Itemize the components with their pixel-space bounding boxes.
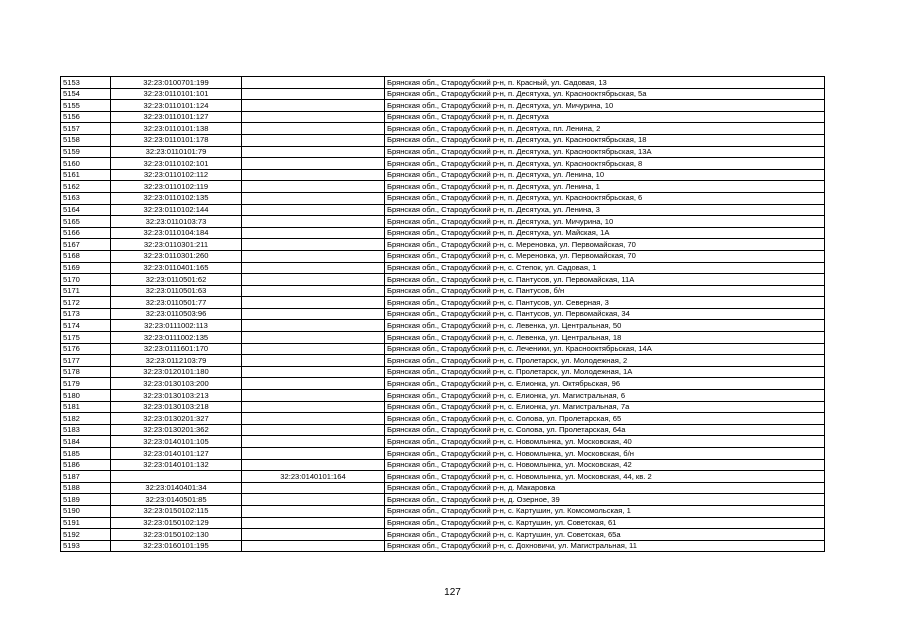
address-cell: Брянская обл., Стародубский р-н, с. Картушин, ул. Советская, 61 [385, 517, 825, 529]
cadastral-number-alt-cell [242, 285, 385, 297]
address-cell: Брянская обл., Стародубский р-н, д. Озерное, 39 [385, 494, 825, 506]
address-cell: Брянская обл., Стародубский р-н, п. Десятуха, ул. Краснооктябрьская, 8 [385, 158, 825, 170]
row-number-cell: 5163 [61, 192, 111, 204]
row-number-cell: 5160 [61, 158, 111, 170]
cadastral-number-alt-cell [242, 436, 385, 448]
table-row [61, 494, 825, 506]
table-row [61, 204, 825, 216]
row-number-cell: 5186 [61, 459, 111, 471]
cadastral-number-cell: 32:23:0110104:184 [111, 227, 242, 239]
address-cell: Брянская обл., Стародубский р-н, п. Десятуха, ул. Майская, 1А [385, 227, 825, 239]
address-cell: Брянская обл., Стародубский р-н, с. Дохновичи, ул. Магистральная, 11 [385, 540, 825, 552]
cadastral-number-alt-cell [242, 100, 385, 112]
cadastral-number-alt-cell [242, 320, 385, 332]
row-number-cell: 5166 [61, 227, 111, 239]
cadastral-number-alt-cell [242, 88, 385, 100]
cadastral-number-alt-cell [242, 77, 385, 89]
row-number-cell: 5184 [61, 436, 111, 448]
row-number-cell: 5153 [61, 77, 111, 89]
cadastral-number-cell: 32:23:0150102:129 [111, 517, 242, 529]
row-number-cell: 5169 [61, 262, 111, 274]
table-row [61, 436, 825, 448]
cadastral-number-cell: 32:23:0110101:101 [111, 88, 242, 100]
cadastral-number-alt-cell [242, 401, 385, 413]
table-row [61, 297, 825, 309]
address-cell: Брянская обл., Стародубский р-н, с. Степок, ул. Садовая, 1 [385, 262, 825, 274]
cadastral-number-alt-cell [242, 111, 385, 123]
cadastral-number-cell: 32:23:0112103:79 [111, 355, 242, 367]
address-cell: Брянская обл., Стародубский р-н, п. Десятуха, ул. Краснооктябрьская, 5а [385, 88, 825, 100]
row-number-cell: 5162 [61, 181, 111, 193]
cadastral-number-cell: 32:23:0111002:113 [111, 320, 242, 332]
cadastral-number-alt-cell [242, 250, 385, 262]
address-cell: Брянская обл., Стародубский р-н, с. Пролетарск, ул. Молодежная, 2 [385, 355, 825, 367]
cadastral-number-alt-cell [242, 158, 385, 170]
cadastral-number-cell: 32:23:0110301:211 [111, 239, 242, 251]
table-row [61, 401, 825, 413]
cadastral-number-cell: 32:23:0110101:79 [111, 146, 242, 158]
address-cell: Брянская обл., Стародубский р-н, с. Леченики, ул. Краснооктябрьская, 14А [385, 343, 825, 355]
table-row [61, 146, 825, 158]
cadastral-number-cell: 32:23:0130103:200 [111, 378, 242, 390]
registry-table-body [61, 77, 825, 552]
row-number-cell: 5155 [61, 100, 111, 112]
address-cell: Брянская обл., Стародубский р-н, с. Мереновка, ул. Первомайская, 70 [385, 250, 825, 262]
address-cell: Брянская обл., Стародубский р-н, с. Новомлынка, ул. Московская, 44, кв. 2 [385, 471, 825, 483]
cadastral-number-cell: 32:23:0160101:195 [111, 540, 242, 552]
row-number-cell: 5170 [61, 274, 111, 286]
row-number-cell: 5167 [61, 239, 111, 251]
row-number-cell: 5181 [61, 401, 111, 413]
row-number-cell: 5185 [61, 448, 111, 460]
address-cell: Брянская обл., Стародубский р-н, с. Елионка, ул. Октябрьская, 96 [385, 378, 825, 390]
table-row [61, 192, 825, 204]
cadastral-number-cell: 32:23:0110102:144 [111, 204, 242, 216]
registry-table [60, 76, 825, 552]
row-number-cell: 5189 [61, 494, 111, 506]
row-number-cell: 5159 [61, 146, 111, 158]
cadastral-number-cell: 32:23:0111601:170 [111, 343, 242, 355]
cadastral-number-alt-cell [242, 123, 385, 135]
cadastral-number-alt-cell [242, 390, 385, 402]
cadastral-number-cell: 32:23:0110102:119 [111, 181, 242, 193]
row-number-cell: 5177 [61, 355, 111, 367]
cadastral-number-cell: 32:23:0110301:260 [111, 250, 242, 262]
page-number: 127 [444, 587, 461, 598]
row-number-cell: 5165 [61, 216, 111, 228]
table-row [61, 262, 825, 274]
table-row [61, 332, 825, 344]
address-cell: Брянская обл., Стародубский р-н, п. Десятуха, ул. Краснооктябрьская, 18 [385, 134, 825, 146]
address-cell: Брянская обл., Стародубский р-н, с. Картушин, ул. Советская, 65а [385, 529, 825, 541]
table-row [61, 181, 825, 193]
cadastral-number-cell: 32:23:0110101:124 [111, 100, 242, 112]
row-number-cell: 5180 [61, 390, 111, 402]
cadastral-number-cell [111, 471, 242, 483]
table-row [61, 529, 825, 541]
cadastral-number-alt-cell [242, 332, 385, 344]
row-number-cell: 5178 [61, 366, 111, 378]
cadastral-number-alt-cell [242, 239, 385, 251]
row-number-cell: 5168 [61, 250, 111, 262]
cadastral-number-cell: 32:23:0150102:115 [111, 505, 242, 517]
cadastral-number-cell: 32:23:0110501:63 [111, 285, 242, 297]
cadastral-number-cell: 32:23:0110503:96 [111, 308, 242, 320]
cadastral-number-cell: 32:23:0140101:127 [111, 448, 242, 460]
cadastral-number-cell: 32:23:0110102:112 [111, 169, 242, 181]
row-number-cell: 5179 [61, 378, 111, 390]
table-row [61, 216, 825, 228]
cadastral-number-alt-cell [242, 192, 385, 204]
row-number-cell: 5191 [61, 517, 111, 529]
cadastral-number-alt-cell [242, 181, 385, 193]
table-row [61, 390, 825, 402]
cadastral-number-alt-cell [242, 413, 385, 425]
row-number-cell: 5157 [61, 123, 111, 135]
row-number-cell: 5190 [61, 505, 111, 517]
row-number-cell: 5171 [61, 285, 111, 297]
address-cell: Брянская обл., Стародубский р-н, с. Елионка, ул. Магистральная, 6 [385, 390, 825, 402]
cadastral-number-cell: 32:23:0110101:178 [111, 134, 242, 146]
table-row [61, 517, 825, 529]
cadastral-number-cell: 32:23:0130201:362 [111, 424, 242, 436]
address-cell: Брянская обл., Стародубский р-н, п. Десятуха, ул. Ленина, 3 [385, 204, 825, 216]
row-number-cell: 5158 [61, 134, 111, 146]
table-row [61, 111, 825, 123]
cadastral-number-cell: 32:23:0110101:138 [111, 123, 242, 135]
cadastral-number-alt-cell [242, 216, 385, 228]
cadastral-number-cell: 32:23:0130103:213 [111, 390, 242, 402]
address-cell: Брянская обл., Стародубский р-н, п. Десятуха, пл. Ленина, 2 [385, 123, 825, 135]
row-number-cell: 5176 [61, 343, 111, 355]
cadastral-number-alt-cell [242, 146, 385, 158]
address-cell: Брянская обл., Стародубский р-н, с. Пролетарск, ул. Молодежная, 1А [385, 366, 825, 378]
table-row [61, 123, 825, 135]
address-cell: Брянская обл., Стародубский р-н, п. Десятуха, ул. Краснооктябрьская, 13А [385, 146, 825, 158]
cadastral-number-cell: 32:23:0140101:132 [111, 459, 242, 471]
cadastral-number-cell: 32:23:0140401:34 [111, 482, 242, 494]
cadastral-number-alt-cell [242, 378, 385, 390]
table-row [61, 413, 825, 425]
cadastral-number-alt-cell [242, 494, 385, 506]
cadastral-number-cell: 32:23:0110101:127 [111, 111, 242, 123]
cadastral-number-alt-cell [242, 297, 385, 309]
row-number-cell: 5172 [61, 297, 111, 309]
table-row [61, 227, 825, 239]
table-row [61, 378, 825, 390]
table-row [61, 169, 825, 181]
address-cell: Брянская обл., Стародубский р-н, с. Мереновка, ул. Первомайская, 70 [385, 239, 825, 251]
address-cell: Брянская обл., Стародубский р-н, с. Новомлынка, ул. Московская, 40 [385, 436, 825, 448]
row-number-cell: 5182 [61, 413, 111, 425]
cadastral-number-cell: 32:23:0120101:180 [111, 366, 242, 378]
table-row [61, 355, 825, 367]
address-cell: Брянская обл., Стародубский р-н, п. Десятуха, ул. Краснооктябрьская, 6 [385, 192, 825, 204]
row-number-cell: 5156 [61, 111, 111, 123]
cadastral-number-cell: 32:23:0110501:62 [111, 274, 242, 286]
table-row [61, 320, 825, 332]
cadastral-number-alt-cell [242, 169, 385, 181]
cadastral-number-cell: 32:23:0100701:199 [111, 77, 242, 89]
cadastral-number-cell: 32:23:0140101:105 [111, 436, 242, 448]
table-row [61, 77, 825, 89]
table-row [61, 308, 825, 320]
table-row [61, 459, 825, 471]
cadastral-number-alt-cell [242, 366, 385, 378]
cadastral-number-cell: 32:23:0110103:73 [111, 216, 242, 228]
row-number-cell: 5174 [61, 320, 111, 332]
cadastral-number-cell: 32:23:0140501:85 [111, 494, 242, 506]
cadastral-number-alt-cell: 32:23:0140101:164 [242, 471, 385, 483]
table-row [61, 88, 825, 100]
table-row [61, 285, 825, 297]
address-cell: Брянская обл., Стародубский р-н, п. Красный, ул. Садовая, 13 [385, 77, 825, 89]
cadastral-number-cell: 32:23:0110501:77 [111, 297, 242, 309]
address-cell: Брянская обл., Стародубский р-н, с. Пантусов, ул. Первомайская, 34 [385, 308, 825, 320]
address-cell: Брянская обл., Стародубский р-н, с. Картушин, ул. Комсомольская, 1 [385, 505, 825, 517]
row-number-cell: 5173 [61, 308, 111, 320]
address-cell: Брянская обл., Стародубский р-н, с. Солова, ул. Пролетарская, 65 [385, 413, 825, 425]
cadastral-number-cell: 32:23:0130201:327 [111, 413, 242, 425]
row-number-cell: 5193 [61, 540, 111, 552]
cadastral-number-alt-cell [242, 343, 385, 355]
address-cell: Брянская обл., Стародубский р-н, с. Пантусов, ул. Северная, 3 [385, 297, 825, 309]
cadastral-number-alt-cell [242, 517, 385, 529]
row-number-cell: 5175 [61, 332, 111, 344]
cadastral-number-alt-cell [242, 355, 385, 367]
table-row [61, 343, 825, 355]
cadastral-number-cell: 32:23:0111002:135 [111, 332, 242, 344]
cadastral-number-cell: 32:23:0110401:165 [111, 262, 242, 274]
table-row [61, 158, 825, 170]
cadastral-number-alt-cell [242, 448, 385, 460]
address-cell: Брянская обл., Стародубский р-н, п. Десятуха, ул. Мичурина, 10 [385, 216, 825, 228]
table-row [61, 250, 825, 262]
cadastral-number-cell: 32:23:0110102:135 [111, 192, 242, 204]
address-cell: Брянская обл., Стародубский р-н, с. Пантусов, б/н [385, 285, 825, 297]
address-cell: Брянская обл., Стародубский р-н, с. Пантусов, ул. Первомайская, 11А [385, 274, 825, 286]
row-number-cell: 5154 [61, 88, 111, 100]
row-number-cell: 5161 [61, 169, 111, 181]
address-cell: Брянская обл., Стародубский р-н, с. Левенка, ул. Центральная, 18 [385, 332, 825, 344]
cadastral-number-alt-cell [242, 424, 385, 436]
table-row [61, 482, 825, 494]
cadastral-number-alt-cell [242, 482, 385, 494]
cadastral-number-alt-cell [242, 540, 385, 552]
table-row [61, 448, 825, 460]
table-row [61, 100, 825, 112]
cadastral-number-alt-cell [242, 529, 385, 541]
cadastral-number-alt-cell [242, 204, 385, 216]
table-row [61, 134, 825, 146]
cadastral-number-alt-cell [242, 459, 385, 471]
cadastral-number-alt-cell [242, 505, 385, 517]
address-cell: Брянская обл., Стародубский р-н, с. Новомлынка, ул. Московская, 42 [385, 459, 825, 471]
row-number-cell: 5192 [61, 529, 111, 541]
table-row [61, 424, 825, 436]
cadastral-number-cell: 32:23:0150102:130 [111, 529, 242, 541]
address-cell: Брянская обл., Стародубский р-н, с. Левенка, ул. Центральная, 50 [385, 320, 825, 332]
cadastral-number-alt-cell [242, 262, 385, 274]
address-cell: Брянская обл., Стародубский р-н, п. Десятуха, ул. Ленина, 10 [385, 169, 825, 181]
address-cell: Брянская обл., Стародубский р-н, д. Макаровка [385, 482, 825, 494]
cadastral-number-alt-cell [242, 274, 385, 286]
table-row [61, 239, 825, 251]
cadastral-number-cell: 32:23:0130103:218 [111, 401, 242, 413]
row-number-cell: 5183 [61, 424, 111, 436]
cadastral-number-alt-cell [242, 134, 385, 146]
row-number-cell: 5187 [61, 471, 111, 483]
row-number-cell: 5188 [61, 482, 111, 494]
address-cell: Брянская обл., Стародубский р-н, с. Новомлынка, ул. Московская, б/н [385, 448, 825, 460]
table-row [61, 471, 825, 483]
table-row [61, 505, 825, 517]
address-cell: Брянская обл., Стародубский р-н, п. Десятуха, ул. Мичурина, 10 [385, 100, 825, 112]
cadastral-number-alt-cell [242, 308, 385, 320]
cadastral-number-cell: 32:23:0110102:101 [111, 158, 242, 170]
address-cell: Брянская обл., Стародубский р-н, с. Елионка, ул. Магистральная, 7а [385, 401, 825, 413]
cadastral-number-alt-cell [242, 227, 385, 239]
address-cell: Брянская обл., Стародубский р-н, п. Десятуха, ул. Ленина, 1 [385, 181, 825, 193]
row-number-cell: 5164 [61, 204, 111, 216]
table-row [61, 274, 825, 286]
table-row [61, 540, 825, 552]
table-row [61, 366, 825, 378]
address-cell: Брянская обл., Стародубский р-н, п. Десятуха [385, 111, 825, 123]
address-cell: Брянская обл., Стародубский р-н, с. Солова, ул. Пролетарская, 64а [385, 424, 825, 436]
